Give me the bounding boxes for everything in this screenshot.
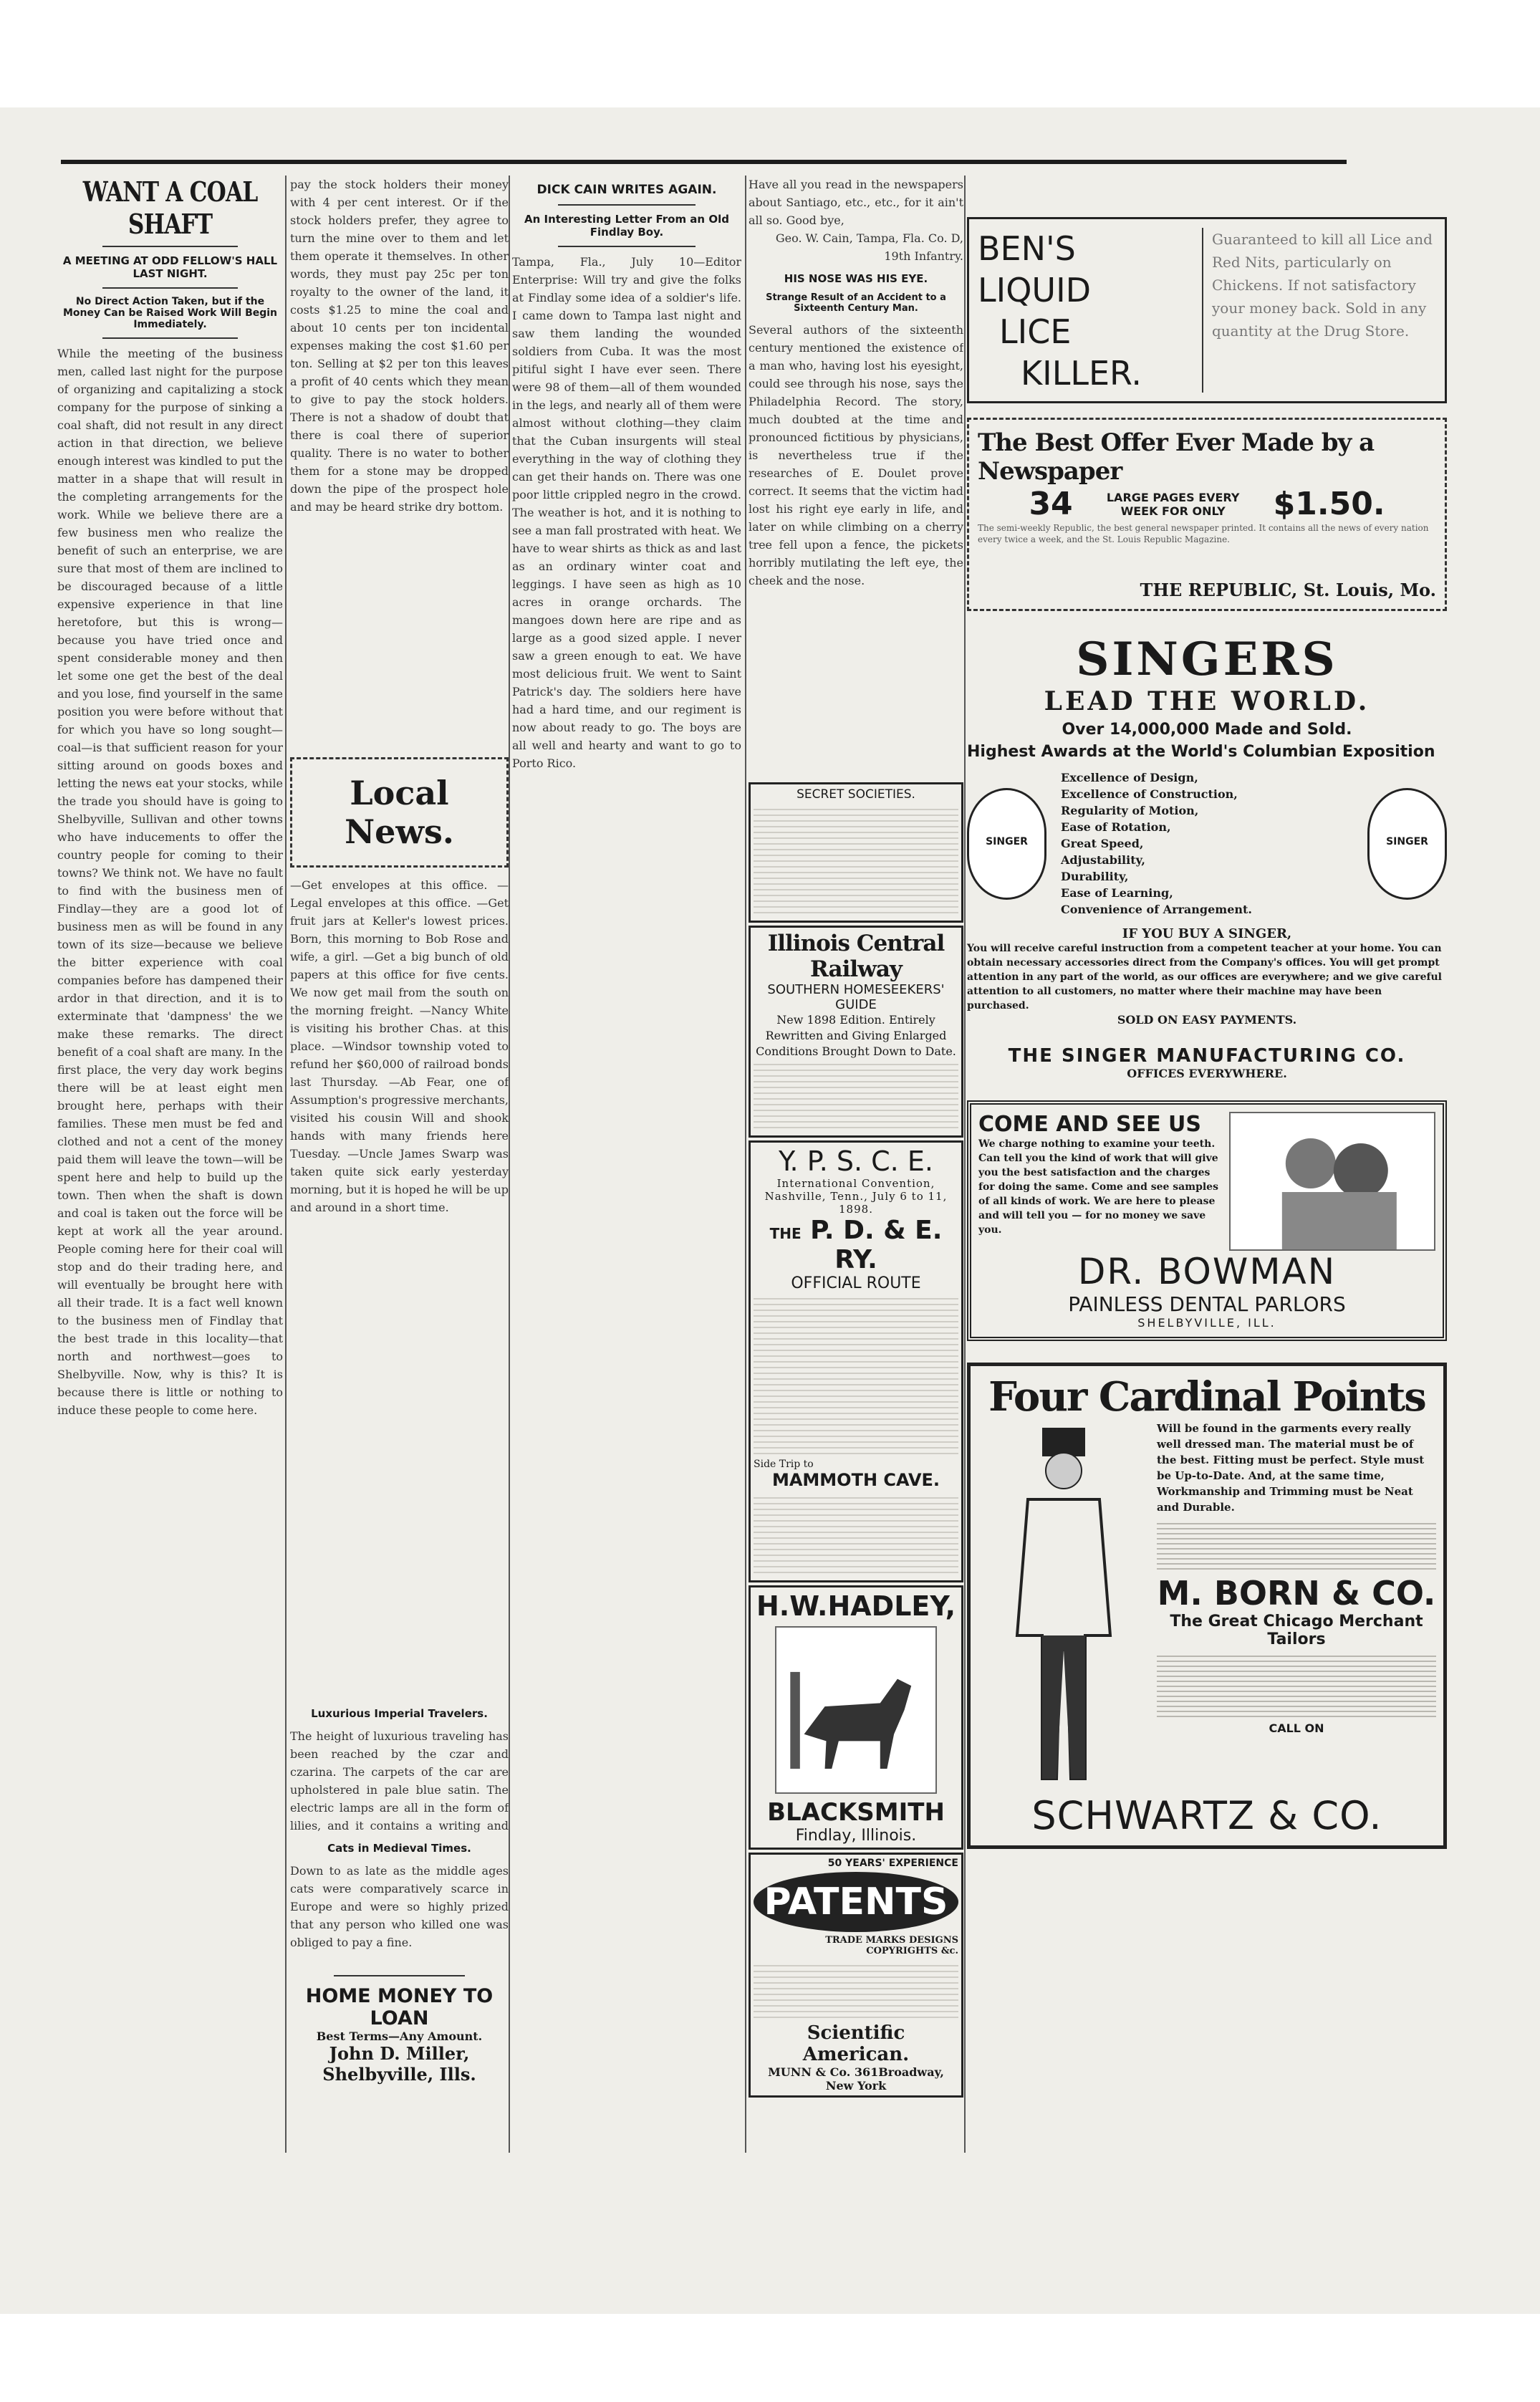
bowman-body: We charge nothing to examine your teeth. Can tell you the kind of work that will give you the best satisfaction and the charges for doing the same. Come and see samples of all kinds of work. We are here to please and will tell you — for no money we save you. (978, 1138, 1218, 1236)
republic-pages-text: LARGE PAGES EVERY WEEK FOR ONLY (1106, 490, 1240, 518)
luxurious-travelers-body: The height of luxurious traveling has been reached by the czar and czarina. The carpets of the car are upholstered in pale blue satin. The electric lamps are all in the form of lilies, and it contains a writing and (290, 1729, 509, 1832)
excellence-item: Convenience of Arrangement. (1061, 903, 1252, 916)
coal-shaft-headline: WANT A COAL SHAFT (82, 176, 258, 240)
singer-made-count: Over 14,000,000 Made and Sold. (1062, 721, 1352, 739)
bowman-location: SHELBYVILLE, ILL. (1137, 1316, 1276, 1330)
coal-shaft-continued: pay the stock holders their money with 4 per cent interest. Or if the stock holders prefer, they agree to turn the mine over to them and let them operate it themselves. In other words, they must pay 25c per ton royalty to the owner of the land, it costs $1.25 to mine the coal and about 10 cents per ton incidental expenses making the cost $1.60 per ton. Selling at $2 per ton this leaves a profit of 40 cents which they mean to give to pay the stock holders. There is not a shadow of doubt that there is coal there of superior quality. There is no water to bother them for a stone may be dropped down the pipe of the prospect hole and may be heard strike dry bottom. (290, 178, 509, 514)
painless-dental: PAINLESS DENTAL PARLORS (1068, 1292, 1346, 1316)
divider (558, 246, 696, 247)
mammoth-pre: Side Trip to (754, 1459, 814, 1470)
excellence-item: Excellence of Design, (1061, 771, 1198, 784)
secret-societies-listing (754, 806, 958, 913)
illinois-central-fineprint (754, 1064, 958, 1128)
call-on: CALL ON (1269, 1721, 1324, 1735)
patents-experience: 50 YEARS' EXPERIENCE (827, 1858, 958, 1869)
schwartz-body-row (978, 1421, 1436, 1793)
home-money-loan-title: HOME MONEY TO LOAN (305, 1985, 494, 2029)
lead-world: LEAD THE WORLD. (1044, 686, 1370, 716)
divider (102, 337, 238, 339)
ypsce-sub: International Convention, Nashville, Tenn., July 6 to 11, 1898. (764, 1177, 948, 1216)
column-divider (745, 176, 746, 2153)
home-money-loan-name: John D. Miller, Shelbyville, Ills. (322, 2043, 476, 2085)
column-coal-shaft (57, 176, 283, 2136)
local-news-title: Local News. (290, 757, 509, 868)
pder-ad (749, 1140, 963, 1582)
republic-offer (978, 486, 1436, 522)
hadley-ad (749, 1585, 963, 1850)
bens-line: LIQUID (978, 271, 1092, 309)
singer-ad (967, 633, 1447, 1080)
munn-address: MUNN & Co. 361Broadway, New York (768, 2065, 944, 2093)
gentleman-icon (978, 1421, 1150, 1793)
singer-offices: OFFICES EVERYWHERE. (1127, 1067, 1287, 1080)
four-points-body: Will be found in the garments every really well dressed man. The material must be of the best. Fitting must be perfect. Style must be Up-to-Date. And, at the same time, Workmanship and Trimming must be Neat and Durable. (1157, 1422, 1425, 1514)
horse-icon (776, 1628, 935, 1792)
schwartz-fineprint (1157, 1519, 1436, 1570)
excellence-item: Ease of Learning, (1061, 886, 1173, 900)
excellence-item: Regularity of Motion, (1061, 804, 1199, 817)
excellence-item: Great Speed, (1061, 837, 1144, 850)
mammoth-fineprint (754, 1494, 958, 1573)
singer-awards: Highest Awards at the World's Columbian Exposition (967, 743, 1435, 761)
horse-illustration (775, 1626, 937, 1794)
portrait-icon (1231, 1113, 1434, 1249)
republic-pages-count: 34 (1029, 486, 1073, 522)
illinois-central-ad (749, 926, 963, 1138)
bens-lice-killer-ad (967, 217, 1447, 403)
come-see-us: COME AND SEE US (978, 1112, 1201, 1137)
blacksmith-title: BLACKSMITH (767, 1798, 945, 1827)
dick-cain-sub: An Interesting Letter From an Old Findlay Boy. (524, 213, 729, 239)
divider (102, 246, 238, 247)
column-misc (749, 176, 963, 2100)
republic-signature: THE REPUBLIC, St. Louis, Mo. (1140, 580, 1436, 600)
scientific-american: Scientific American. (802, 2022, 910, 2065)
cain-letter-end: Have all you read in the newspapers about Santiago, etc., etc., for it ain't all so. Good bye, (749, 178, 963, 227)
bens-line: KILLER. (1021, 354, 1142, 393)
bens-description: Guaranteed to kill all Lice and Red Nits, particularly on Chickens. If not satisfactory your money back. Sold in any quantity at the Drug Store. (1212, 231, 1433, 340)
hadley-location: Findlay, Illinois. (795, 1827, 917, 1845)
nose-body: Several authors of the sixteenth century mentioned the existence of a man who, having lost his eyesight, could see through his nose, says the Philadelphia Record. The story, much doubted at the time and pronounced fictitious by physicians, is nevertheless true if the researches of E. Doulet prove correct. It seems that the victim had lost his right eye early in life, and later on while climbing on a cherry tree fell upon a fence, the pickets horribly mutilating the left eye, the cheek and the nose. (749, 323, 963, 587)
singer-logo-icon: SINGER (967, 788, 1046, 900)
nose-title: HIS NOSE WAS HIS EYE. (784, 272, 928, 285)
column-divider (285, 176, 287, 2153)
patents-fineprint (754, 1961, 958, 2018)
born-fineprint (1157, 1653, 1436, 1717)
pder-name: P. D. & E. RY. (810, 1216, 943, 1274)
bowman-name: DR. BOWMAN (1077, 1251, 1337, 1292)
cats-body: Down to as late as the middle ages cats were comparatively scarce in Europe and were so highly prized that any person who killed one was obliged to pay a fine. (290, 1864, 509, 1949)
bens-line: LICE (999, 312, 1072, 351)
ypsce-title: Y. P. S. C. E. (779, 1145, 933, 1177)
cats-title: Cats in Medieval Times. (327, 1842, 471, 1855)
schwartz-text-col (1157, 1421, 1436, 1793)
bens-title (978, 228, 1203, 393)
divider (334, 1975, 465, 1976)
excellence-item: Excellence of Construction, (1061, 787, 1238, 801)
illinois-central-title: Illinois Central Railway (767, 931, 945, 982)
women-portrait-illustration (1229, 1112, 1435, 1251)
secret-societies-box (749, 782, 963, 923)
column-dick-cain (512, 176, 741, 2187)
bens-line: BEN'S (978, 229, 1076, 268)
m-born-sub: The Great Chicago Merchant Tailors (1170, 1613, 1423, 1648)
patents-tm: TRADE MARKS DESIGNS COPYRIGHTS &c. (825, 1935, 958, 1956)
column-local (290, 176, 509, 2085)
bowman-text-col (978, 1112, 1222, 1251)
m-born-name: M. BORN & CO. (1157, 1574, 1436, 1613)
excellence-item: Durability, (1061, 870, 1129, 883)
singer-easy-payments: SOLD ON EASY PAYMENTS. (1117, 1013, 1297, 1027)
column-ads (967, 176, 1447, 1858)
cain-signature: Geo. W. Cain, Tampa, Fla. Co. D, 19th Infantry. (775, 231, 963, 263)
republic-title: The Best Offer Ever Made by a Newspaper (978, 428, 1375, 486)
mammoth-cave: MAMMOTH CAVE. (771, 1470, 940, 1490)
patents-title: PATENTS (754, 1872, 958, 1932)
singer-buy-title: IF YOU BUY A SINGER, (1122, 926, 1292, 941)
singer-company: THE SINGER MANUFACTURING CO. (1008, 1045, 1406, 1067)
pder-pre: THE (769, 1225, 802, 1242)
schwartz-name: SCHWARTZ & CO. (1031, 1793, 1382, 1838)
column-divider (509, 176, 510, 2153)
illinois-central-body: New 1898 Edition. Entirely Rewritten and Giving Enlarged Conditions Brought Down to Date. (756, 1013, 956, 1058)
nose-sub: Strange Result of an Accident to a Sixteenth Century Man. (766, 292, 946, 314)
bowman-top (978, 1112, 1435, 1251)
top-rule (61, 160, 1347, 164)
dick-cain-title: DICK CAIN WRITES AGAIN. (536, 183, 717, 197)
column-divider (964, 176, 966, 2153)
singer-buy-body: You will receive careful instruction from a competent teacher at your home. You can obtain necessary accessories direct from the Company's offices. You will get prompt attention in any part of the world, as our offices are everywhere; and we give careful attention to all customers, no matter where their machine may have been purchased. (967, 943, 1443, 1012)
excellence-item: Adjustability, (1061, 853, 1145, 867)
secret-societies-title: SECRET SOCIETIES. (797, 787, 915, 802)
pder-title (754, 1216, 958, 1274)
four-cardinal-points: Four Cardinal Points (988, 1373, 1425, 1421)
luxurious-travelers-title: Luxurious Imperial Travelers. (311, 1707, 488, 1720)
hadley-name: H.W.HADLEY, (756, 1590, 956, 1622)
coal-shaft-article: While the meeting of the business men, called last night for the purpose of organizing and capitalizing a stock company for the purpose of sinking a coal shaft, did not result in any direct action in that direction, we believe enough interest was kindled to put the matter in a shape that will result in the completing arrangements for the work. While we believe there are a few business men who realize the benefit of such an enterprise, we are sure that most of them are inclined to be discouraged because of a little expensive experience in that line heretofore, but this is wrong—because you have tried once and spent considerable money and then let some one get the best of the deal and you lose, find yourself in the same position you were before without that for which you have so long sought—coal—is that sufficient reason for your sitting around on goods boxes and letting the news eat your stocks, while the trade you should have is going to Shelbyville, Sullivan and other towns who have inducements to offer the country people for coming to their towns? We think not. We have no fault to find with the business men of Findlay—they are a good lot of business men as will be found in any town of its size—because we believe the bitter experience with coal companies before has dampened their ardor in that direction, and it is to exterminate that 'dampness' the we make these remarks. The direct benefit of a coal shaft are many. In the first place, the very day work begins there will be at least eight men brought here, perhaps with their families. These men must be fed and clothed and not a cent of the money paid them will leave the town—will be spent here and help to build up the town. Then when the shaft is down and coal is taken out the force will be kept at work all the year around. People coming here for their coal will stop and do their trading here, and will eventually be brought here with all their trade. It is a fact well known to the business men of Findlay that the best trade in this locality—that north and northwest—goes to Shelbyville. Now, why is this? It is because there is little or nothing to induce these people to come here. (57, 347, 283, 1417)
excellence-item: Ease of Rotation, (1061, 820, 1171, 834)
illinois-central-sub: SOUTHERN HOMESEEKERS' GUIDE (767, 982, 945, 1012)
coal-shaft-subhead: A MEETING AT ODD FELLOW'S HALL LAST NIGHT. (62, 254, 278, 280)
official-route: OFFICIAL ROUTE (791, 1274, 921, 1292)
singer-excellence-list (1061, 769, 1353, 918)
gentleman-illustration (978, 1421, 1150, 1793)
coal-shaft-deck: No Direct Action Taken, but if the Money Can be Raised Work Will Begin Immediately. (62, 296, 278, 330)
dick-cain-article: Tampa, Fla., July 10—Editor Enterprise: Will try and give the folks at Findlay some idea of a soldier's life. I came down to Tampa last night and saw them landing the wounded soldiers from Cuba. It was the most pitiful sight I have ever seen. There were 98 of them—all of them wounded in the legs, and nearly all of them were almost without clothing—they claim that the Cuban insurgents will steal everything in the way of clothing they can get their hands on. There was one poor little crippled negro in the crowd. The weather is hot, and it is nothing to see a man fall prostrated with heat. We have to wear shirts as thick as and last as an ordinary winter coat and leggings. I have seen as high as 10 acres in orange orchards. The mangoes down here are ripe and as large as a good sized apple. I never saw a green enough to eat. We have most delicious fruit. We went to Saint Patrick's day. The soldiers here have had a hard time, and our regiment is now about ready to go. The boys are all well and hearty and want to go to Porto Rico. (512, 255, 741, 770)
schwartz-ad (967, 1363, 1447, 1849)
singer-logo-icon: SINGER (1367, 788, 1447, 900)
republic-price: $1.50. (1273, 486, 1385, 522)
local-news-body: —Get envelopes at this office. —Legal envelopes at this office. —Get fruit jars at Keller's lowest prices. Born, this morning to Bob Rose and wife, a girl. —Get a big bunch of old papers at this office for five cents. We now get mail from the south on the morning freight. —Nancy White is visiting his brother Chas. at this place. —Windsor township voted to refund her $60,000 of railroad bonds last Thursday. —Ab Fear, one of Assumption's progressive merchants, visited his cousin Will and shook hands with many friends here Tuesday. —Uncle James Swarp was taken quite sick early yesterday morning, but it is hoped he will be up and around in a short time. (290, 878, 509, 1214)
home-money-loan-sub: Best Terms—Any Amount. (316, 2029, 483, 2043)
patents-ad (749, 1853, 963, 2098)
republic-ad (967, 418, 1447, 611)
divider (558, 204, 696, 206)
republic-fineprint: The semi-weekly Republic, the best general newspaper printed. It contains all the news of every nation every twice a week, and the St. Louis Republic Magazine. (978, 523, 1429, 544)
divider (102, 287, 238, 289)
singer-excellence-row (967, 769, 1447, 918)
pder-fineprint (754, 1297, 958, 1454)
bowman-dental-ad (967, 1100, 1447, 1341)
singers-title: SINGERS (1076, 633, 1338, 686)
